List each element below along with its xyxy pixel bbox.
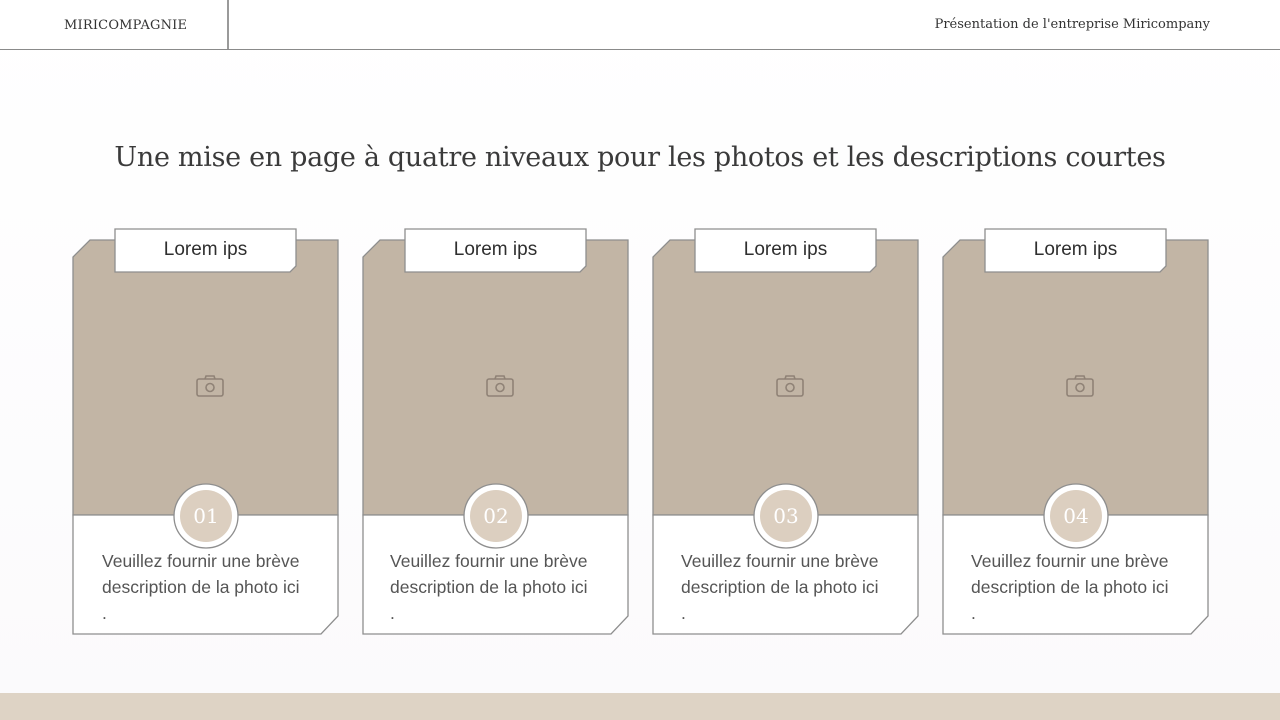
description-text: Veuillez fournir une brève description de la photo ici [971,551,1169,597]
slide-title: Une mise en page à quatre niveaux pour les photos et les descriptions courtes [114,142,1166,173]
photo-card [362,228,630,636]
photo-card [652,228,920,636]
card-tab[interactable] [405,228,586,272]
card-description[interactable] [102,548,328,626]
camera-icon [775,374,805,398]
step-badge [1044,484,1108,548]
step-number: 03 [773,504,799,528]
description-trailing: . [102,603,107,623]
card-tab-label: Lorem ips [743,239,828,260]
photo-card [72,228,340,636]
description-text: Veuillez fournir une brève description de la photo ici [681,551,879,597]
description-trailing: . [681,603,686,623]
top-header [0,0,1280,50]
photo-card [942,228,1210,636]
card-tab[interactable] [695,228,876,272]
card-tab[interactable] [115,228,296,272]
header-divider [227,0,229,49]
description-trailing: . [971,603,976,623]
card-tab-label: Lorem ips [1033,239,1118,260]
camera-icon [1065,374,1095,398]
card-tab-label: Lorem ips [163,239,248,260]
card-description[interactable] [681,548,907,626]
presentation-subtitle: Présentation de l'entreprise Miricompany [934,17,1210,32]
step-number: 01 [193,504,219,528]
step-number: 02 [483,504,509,528]
card-description[interactable] [971,548,1197,626]
brand-name: MIRICOMPAGNIE [64,18,188,33]
footer-band [0,693,1280,720]
step-badge [464,484,528,548]
step-badge [754,484,818,548]
camera-icon [485,374,515,398]
card-description[interactable] [390,548,616,626]
description-text: Veuillez fournir une brève description de la photo ici [102,551,300,597]
card-tab[interactable] [985,228,1166,272]
description-text: Veuillez fournir une brève description de la photo ici [390,551,588,597]
card-tab-label: Lorem ips [453,239,538,260]
step-number: 04 [1063,504,1089,528]
step-badge [174,484,238,548]
description-trailing: . [390,603,395,623]
camera-icon [195,374,225,398]
